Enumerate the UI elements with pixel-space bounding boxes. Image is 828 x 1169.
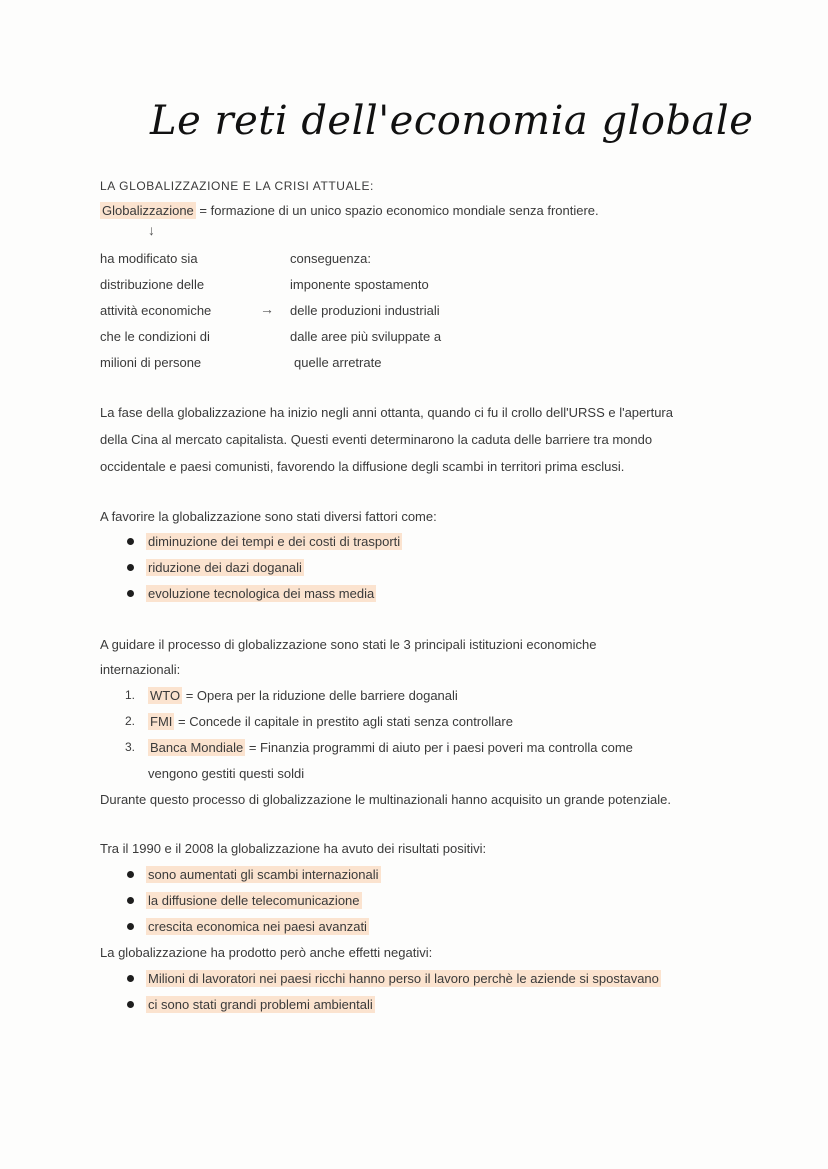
- bullet-icon: [127, 1001, 134, 1008]
- effects-left-line: che le condizioni di: [100, 329, 210, 344]
- list-item: evoluzione tecnologica dei mass media: [148, 586, 375, 601]
- bullet-icon: [127, 897, 134, 904]
- list-item: ci sono stati grandi problemi ambientali: [148, 997, 373, 1012]
- effects-left-line: ha modificato sia: [100, 251, 198, 266]
- bullet-icon: [127, 975, 134, 982]
- list-item: FMI = Concede il capitale in prestito agli stati senza controllare: [150, 714, 513, 729]
- effects-right-line: quelle arretrate: [294, 355, 382, 370]
- factors-intro: A favorire la globalizzazione sono stati diversi fattori come:: [100, 509, 437, 524]
- effects-left-line: distribuzione delle: [100, 277, 205, 292]
- list-item: riduzione dei dazi doganali: [148, 560, 302, 575]
- multinationals-line: Durante questo processo di globalizzazione le multinazionali hanno acquisito un grande potenziale.: [100, 792, 671, 807]
- list-item: crescita economica nei paesi avanzati: [148, 919, 367, 934]
- effects-right-line: delle produzioni industriali: [290, 303, 440, 318]
- list-item: diminuzione dei tempi e dei costi di trasporti: [148, 534, 401, 549]
- definition-text: = formazione di un unico spazio economico mondiale senza frontiere.: [195, 203, 599, 218]
- negative-intro: La globalizzazione ha prodotto però anche effetti negativi:: [100, 945, 433, 960]
- down-arrow-icon: ↓: [148, 222, 155, 238]
- bullet-icon: [127, 923, 134, 930]
- bullet-icon: [127, 590, 134, 597]
- positive-intro: Tra il 1990 e il 2008 la globalizzazione ha avuto dei risultati positivi:: [100, 841, 487, 856]
- bullet-icon: [127, 871, 134, 878]
- paragraph-line: della Cina al mercato capitalista. Questi eventi determinarono la caduta delle barriere tra mondo: [100, 432, 653, 447]
- list-item: sono aumentati gli scambi internazionali: [148, 867, 379, 882]
- effects-right-line: conseguenza:: [290, 251, 371, 266]
- institutions-intro-line: internazionali:: [100, 662, 181, 677]
- list-number: 1.: [125, 688, 136, 702]
- effects-left-line: milioni di persone: [100, 355, 202, 370]
- bullet-icon: [127, 564, 134, 571]
- page-title: Le reti dell'economia globale: [150, 98, 754, 144]
- institutions-intro-line: A guidare il processo di globalizzazione sono stati le 3 principali istituzioni economiche: [100, 637, 597, 652]
- definition-term: Globalizzazione: [102, 203, 194, 218]
- list-number: 3.: [125, 740, 136, 754]
- list-number: 2.: [125, 714, 136, 728]
- effects-right-line: imponente spostamento: [290, 277, 429, 292]
- list-item: WTO = Opera per la riduzione delle barriere doganali: [150, 688, 458, 703]
- paragraph-line: La fase della globalizzazione ha inizio negli anni ottanta, quando ci fu il crollo dell'URSS e l'apertura: [100, 405, 673, 420]
- bullet-icon: [127, 538, 134, 545]
- effects-left-line: attività economiche: [100, 303, 212, 318]
- list-item: la diffusione delle telecomunicazione: [148, 893, 360, 908]
- right-arrow-icon: →: [260, 301, 274, 317]
- list-item: Milioni di lavoratori nei paesi ricchi hanno perso il lavoro perchè le aziende si spostavano: [148, 971, 659, 986]
- section-heading: LA GLOBALIZZAZIONE E LA CRISI ATTUALE:: [100, 179, 374, 193]
- effects-right-line: dalle aree più sviluppate a: [290, 329, 442, 344]
- list-item: Banca Mondiale = Finanzia programmi di aiuto per i paesi poveri ma controlla come: [150, 740, 633, 755]
- list-item-continuation: vengono gestiti questi soldi: [148, 766, 305, 781]
- paragraph-line: occidentale e paesi comunisti, favorendo la diffusione degli scambi in territori prima esclusi.: [100, 459, 625, 474]
- definition-line: [100, 202, 599, 220]
